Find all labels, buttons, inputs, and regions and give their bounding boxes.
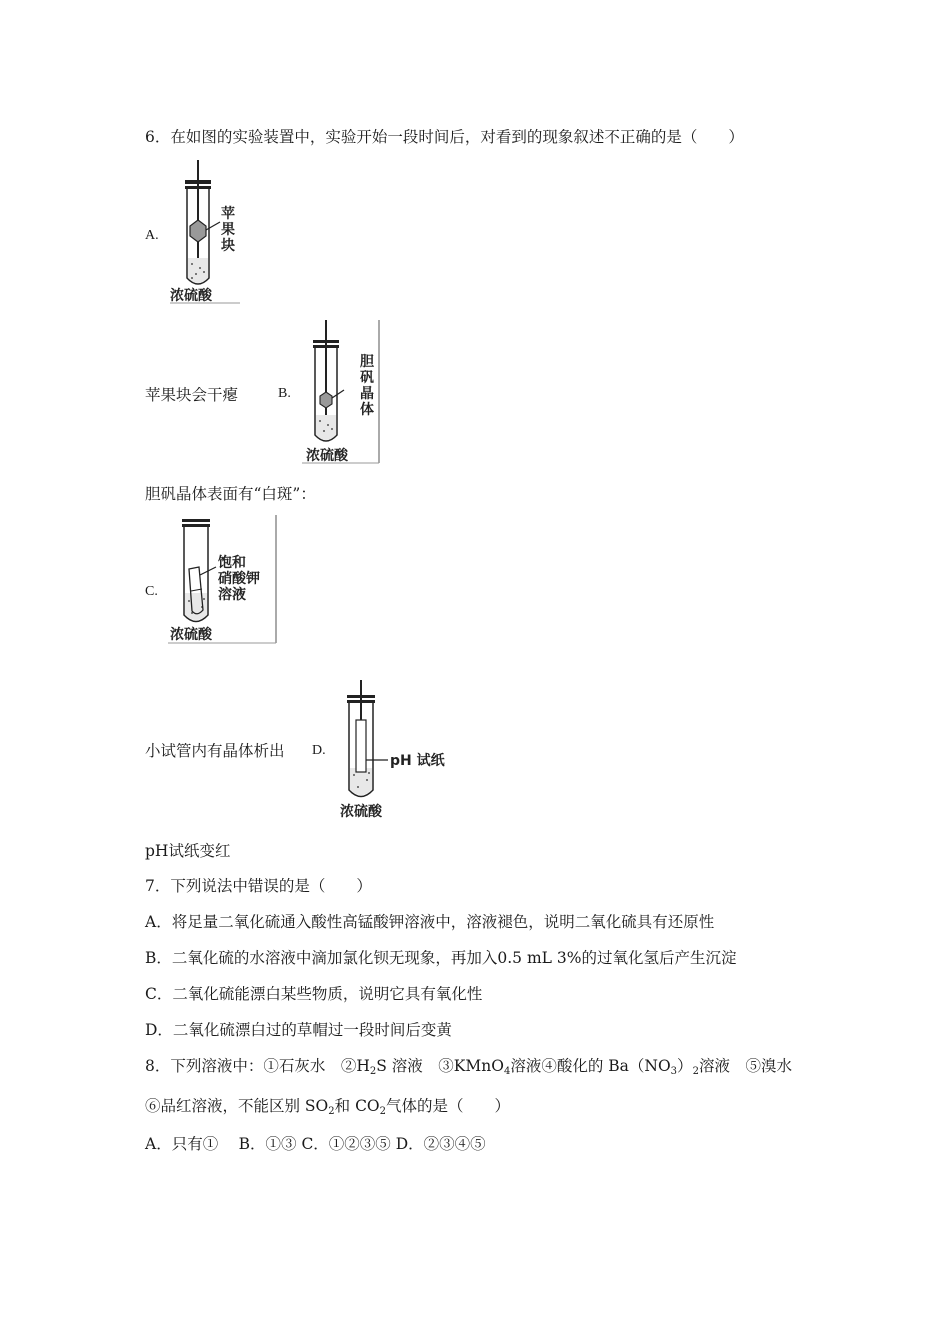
- figure-a-label-2: 果: [221, 222, 235, 238]
- q6-figure-a: [170, 160, 250, 305]
- figure-d-acid-label: 浓硫酸: [340, 804, 382, 820]
- figure-c-label-2: 硝酸钾: [218, 571, 260, 587]
- figure-a-acid-label: 浓硫酸: [170, 288, 212, 304]
- q6-figure-c: [168, 515, 280, 645]
- figure-b-label-4: 体: [360, 402, 374, 418]
- q8-stem-part-e: 溶液 ⑤溴水: [698, 1057, 792, 1075]
- q8-sub-ba-2: 2: [692, 1066, 699, 1077]
- q6-stem: 6．在如图的实验装置中，实验开始一段时间后，对看到的现象叙述不正确的是（ ）: [145, 128, 744, 146]
- q6-option-b-text: [145, 483, 316, 505]
- q6-option-a-letter: A.: [145, 228, 159, 243]
- q7-option-b: B．二氧化硫的水溶液中滴加氯化钡无现象，再加入0.5 mL 3%的过氧化氢后产生沉淀: [145, 949, 737, 967]
- figure-b-label-2: 矾: [360, 370, 374, 386]
- q8-stem-part-a: 8．下列溶液中：①石灰水 ②H: [145, 1057, 370, 1075]
- q6-option-b-letter: B.: [278, 386, 291, 401]
- figure-a-label-3: 块: [221, 238, 235, 254]
- q8-sub-co2: 2: [379, 1106, 387, 1117]
- q8-sub-h2: 2: [369, 1066, 377, 1077]
- figure-a-label-1: 苹: [221, 206, 235, 222]
- q8-stem-part-b: S 溶液 ③KMnO: [376, 1057, 504, 1075]
- q8-options: A．只有① B．①③ C．①②③⑤ D．②③④⑤: [145, 1135, 486, 1153]
- q6-option-a-text: 苹果块会干瘪: [145, 386, 239, 404]
- q6-option-c-letter: C.: [145, 584, 158, 599]
- q6-option-b-suffix: ：: [300, 485, 316, 503]
- q8-sub-no3: 3: [670, 1066, 678, 1077]
- q8-line2-part-b: 和 CO: [334, 1097, 380, 1115]
- q8-stem-part-d: ）: [677, 1057, 693, 1075]
- figure-d-label: pH 试纸: [390, 753, 445, 769]
- figure-b-label-1: 胆: [360, 354, 374, 370]
- q7-option-a: A．将足量二氧化硫通入酸性高锰酸钾溶液中，溶液褪色，说明二氧化硫具有还原性: [145, 913, 715, 931]
- figure-b-acid-label: 浓硫酸: [306, 448, 348, 464]
- figure-c-label-1: 饱和: [218, 555, 246, 571]
- q7-option-c: C．二氧化硫能漂白某些物质，说明它具有氧化性: [145, 985, 483, 1003]
- q7-stem: 7．下列说法中错误的是（ ）: [145, 877, 372, 895]
- q8-sub-so2: 2: [328, 1106, 335, 1117]
- q6-figure-b: [302, 320, 382, 465]
- q8-stem-part-c: 溶液④酸化的 Ba（NO: [510, 1057, 671, 1075]
- q6-option-c-text: 小试管内有晶体析出: [145, 742, 285, 760]
- figure-c-acid-label: 浓硫酸: [170, 627, 212, 643]
- q6-figure-d: [336, 680, 456, 820]
- q6-option-b-text-main: 胆矾晶体表面有“白斑”: [145, 485, 301, 503]
- q8-line2-part-c: 气体的是（ ）: [386, 1097, 511, 1115]
- figure-b-label-3: 晶: [360, 386, 374, 402]
- q8-sub-o4: 4: [503, 1066, 511, 1077]
- q8-stem-line1: [145, 1055, 792, 1083]
- q7-option-d: D．二氧化硫漂白过的草帽过一段时间后变黄: [145, 1021, 452, 1039]
- q8-stem-line2: [145, 1095, 510, 1123]
- q6-option-d-letter: D.: [312, 743, 326, 758]
- figure-c-label-3: 溶液: [218, 587, 246, 603]
- q8-line2-part-a: ⑥品红溶液，不能区别 SO: [145, 1097, 329, 1115]
- q6-option-d-text: pH试纸变红: [145, 842, 231, 860]
